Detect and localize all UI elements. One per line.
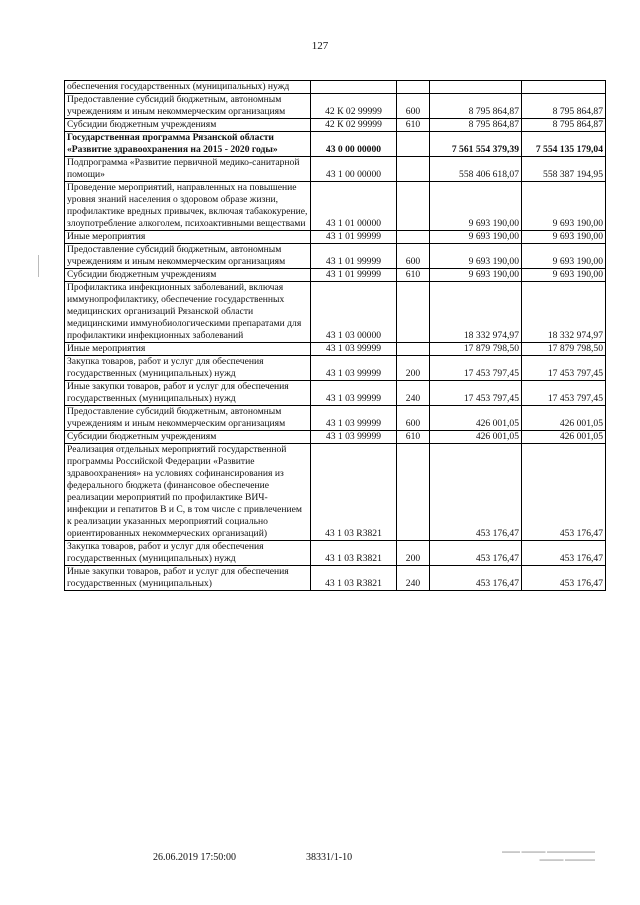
budget-table [64,80,606,591]
table-row [65,356,606,381]
footer-date: 26.06.2019 17:50:00 [153,852,237,863]
table-row [65,119,606,132]
budget-table-body [65,81,606,591]
row-name: Закупка товаров, работ и услуг для обеспечения государственных (муниципальных) нужд [65,356,311,381]
row-amount-2: 17 879 798,50 [522,343,606,356]
table-row [65,282,606,343]
row-code: 43 1 03 R3821 [311,566,397,591]
row-expense-type: 200 [397,356,430,381]
row-name: Предоставление субсидий бюджетным, автономным учреждениям и иным некоммерческим организациям [65,244,311,269]
row-code: 43 1 03 99999 [311,356,397,381]
row-code: 43 1 03 99999 [311,343,397,356]
row-code: 43 1 03 99999 [311,381,397,406]
row-name: Иные закупки товаров, работ и услуг для обеспечения государственных (муниципальных) нужд [65,381,311,406]
margin-mark [38,255,39,277]
footer-document-number: 38331/1-10 [306,852,353,863]
row-expense-type: 240 [397,381,430,406]
row-name: обеспечения государственных (муниципальных) нужд [65,81,311,94]
row-amount-1: 7 561 554 379,39 [430,132,522,157]
row-name: Иные закупки товаров, работ и услуг для обеспечения государственных (муниципальных) [65,566,311,591]
row-amount-1: 558 406 618,07 [430,157,522,182]
row-code: 42 К 02 99999 [311,94,397,119]
row-code: 43 1 03 R3821 [311,541,397,566]
row-name: Подпрограмма «Развитие первичной медико-санитарной помощи» [65,157,311,182]
row-amount-1: 453 176,47 [430,444,522,541]
row-amount-1: 9 693 190,00 [430,244,522,269]
row-amount-2: 9 693 190,00 [522,269,606,282]
table-row [65,231,606,244]
row-amount-2: 9 693 190,00 [522,244,606,269]
row-amount-1: 453 176,47 [430,541,522,566]
row-expense-type [397,231,430,244]
row-expense-type [397,132,430,157]
row-name: Субсидии бюджетным учреждениям [65,431,311,444]
row-amount-2: 426 001,05 [522,406,606,431]
row-amount-1: 453 176,47 [430,566,522,591]
row-name: Субсидии бюджетным учреждениям [65,269,311,282]
row-code: 43 1 01 99999 [311,269,397,282]
row-name: Иные мероприятия [65,343,311,356]
row-name: Государственная программа Рязанской области «Развитие здравоохранения на 2015 - 2020 годы» [65,132,311,157]
row-expense-type: 610 [397,431,430,444]
row-amount-1: 17 879 798,50 [430,343,522,356]
table-row [65,269,606,282]
row-code: 43 1 00 00000 [311,157,397,182]
row-code: 43 1 01 99999 [311,231,397,244]
row-amount-1: 426 001,05 [430,406,522,431]
row-amount-2: 8 795 864,87 [522,94,606,119]
electronic-signature-stamp: ▬▬▬ ▬▬▬▬ ▬▬▬▬▬▬▬▬ ▬▬▬▬ ▬▬▬▬▬ [502,849,595,863]
row-amount-2: 9 693 190,00 [522,231,606,244]
row-expense-type: 610 [397,119,430,132]
row-expense-type [397,444,430,541]
row-amount-2: 17 453 797,45 [522,356,606,381]
row-name: Профилактика инфекционных заболеваний, включая иммунопрофилактику, обеспечение государственных медицинских организаций Рязанской области медицинскими иммунобиологическими препаратами для профилактики инфекционных заболеваний [65,282,311,343]
table-row [65,566,606,591]
table-row [65,94,606,119]
row-amount-2: 8 795 864,87 [522,119,606,132]
row-amount-1: 17 453 797,45 [430,356,522,381]
table-row [65,343,606,356]
table-row [65,182,606,231]
table-row [65,81,606,94]
row-code: 43 1 01 00000 [311,182,397,231]
row-code: 42 К 02 99999 [311,119,397,132]
row-expense-type: 600 [397,406,430,431]
row-code: 43 0 00 00000 [311,132,397,157]
row-code: 43 1 01 99999 [311,244,397,269]
row-amount-2: 558 387 194,95 [522,157,606,182]
table-row [65,406,606,431]
table-row [65,132,606,157]
row-name: Предоставление субсидий бюджетным, автономным учреждениям и иным некоммерческим организациям [65,406,311,431]
row-expense-type [397,282,430,343]
table-row [65,157,606,182]
table-row [65,431,606,444]
row-amount-1: 9 693 190,00 [430,269,522,282]
row-code: 43 1 03 R3821 [311,444,397,541]
row-amount-2: 453 176,47 [522,444,606,541]
row-expense-type: 610 [397,269,430,282]
row-name: Реализация отдельных мероприятий государственной программы Российской Федерации «Развитие здравоохранения» на условиях софинансирования из федерального бюджета (финансовое обеспечение реализации мероприятий по профилактике ВИЧ-инфекции и гепатитов В и С, в том числе с привлечением к реализации указанных мероприятий социально ориентированных некоммерческих организаций) [65,444,311,541]
row-amount-1: 18 332 974,97 [430,282,522,343]
table-row [65,541,606,566]
row-code: 43 1 03 99999 [311,431,397,444]
row-amount-2: 453 176,47 [522,541,606,566]
row-expense-type: 240 [397,566,430,591]
row-name: Предоставление субсидий бюджетным, автономным учреждениям и иным некоммерческим организациям [65,94,311,119]
row-name: Субсидии бюджетным учреждениям [65,119,311,132]
row-amount-2 [522,81,606,94]
row-name: Проведение мероприятий, направленных на повышение уровня знаний населения о здоровом образе жизни, профилактике вредных привычек, включая табакокурение, злоупотребление алкоголем, психоактивными веществами [65,182,311,231]
row-code [311,81,397,94]
row-amount-2: 7 554 135 179,04 [522,132,606,157]
row-amount-1: 9 693 190,00 [430,182,522,231]
row-expense-type [397,343,430,356]
row-expense-type [397,81,430,94]
row-expense-type [397,157,430,182]
row-code: 43 1 03 99999 [311,406,397,431]
row-expense-type: 200 [397,541,430,566]
row-amount-1: 9 693 190,00 [430,231,522,244]
row-amount-1: 426 001,05 [430,431,522,444]
row-amount-2: 17 453 797,45 [522,381,606,406]
table-row [65,381,606,406]
row-name: Закупка товаров, работ и услуг для обеспечения государственных (муниципальных) нужд [65,541,311,566]
table-row [65,444,606,541]
row-amount-2: 9 693 190,00 [522,182,606,231]
row-amount-2: 426 001,05 [522,431,606,444]
table-row [65,244,606,269]
row-amount-1 [430,81,522,94]
row-expense-type [397,182,430,231]
row-amount-2: 453 176,47 [522,566,606,591]
row-amount-1: 8 795 864,87 [430,119,522,132]
row-expense-type: 600 [397,94,430,119]
row-amount-1: 8 795 864,87 [430,94,522,119]
row-amount-1: 17 453 797,45 [430,381,522,406]
page-number: 127 [311,40,329,52]
row-expense-type: 600 [397,244,430,269]
row-code: 43 1 03 00000 [311,282,397,343]
row-name: Иные мероприятия [65,231,311,244]
row-amount-2: 18 332 974,97 [522,282,606,343]
